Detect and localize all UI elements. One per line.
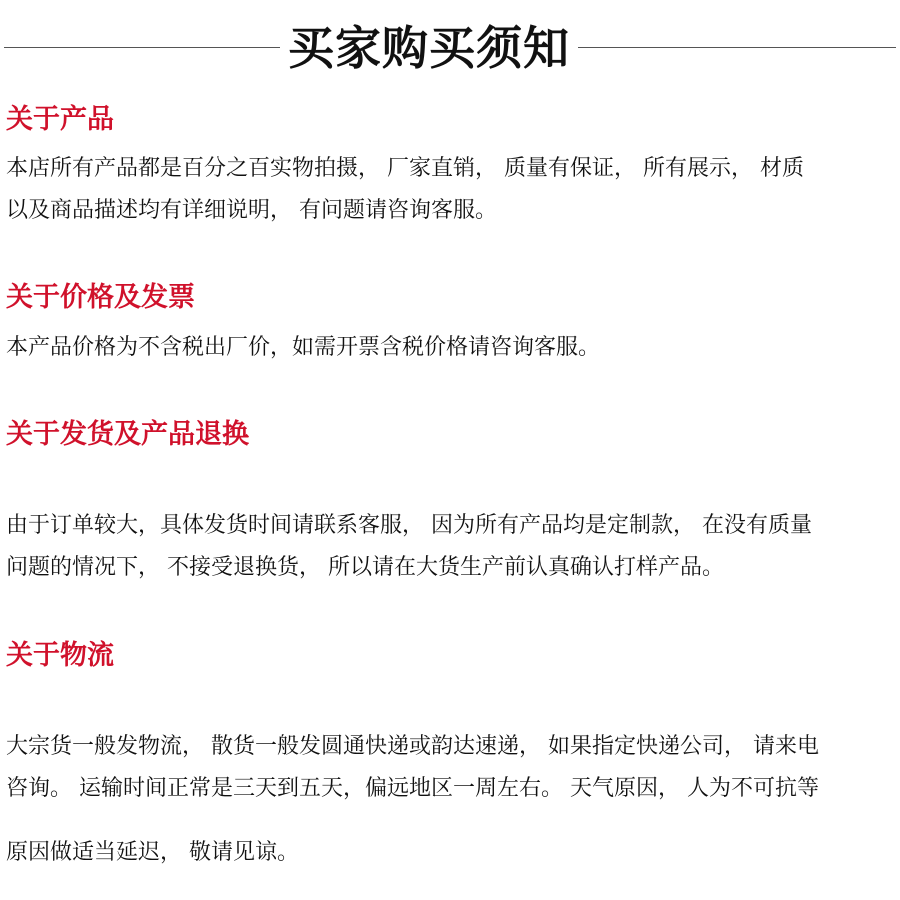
body-line: 大宗货一般发物流， 散货一般发圆通快递或韵达速递， 如果指定快递公司， 请来电 <box>6 734 819 759</box>
body-line: 本产品价格为不含税出厂价，如需开票含税价格请咨询客服。 <box>6 335 601 360</box>
title-rule-right <box>578 47 896 48</box>
section-body-price-invoice <box>6 327 894 369</box>
section-body-logistics <box>6 726 894 874</box>
title-rule-left <box>4 47 280 48</box>
body-line: 本店所有产品都是百分之百实物拍摄， 厂家直销， 质量有保证， 所有展示， 材质 <box>6 156 804 181</box>
title-row <box>0 16 900 80</box>
body-line: 原因做适当延迟， 敬请见谅。 <box>6 840 299 865</box>
body-line: 由于订单较大，具体发货时间请联系客服， 因为所有产品均是定制款， 在没有质量 <box>6 513 812 538</box>
section-body-product <box>6 148 894 232</box>
section-heading-product: 关于产品 <box>6 104 114 135</box>
section-heading-price-invoice: 关于价格及发票 <box>6 282 195 313</box>
body-line: 以及商品描述均有详细说明， 有问题请咨询客服。 <box>6 198 497 223</box>
section-body-shipping-returns <box>6 505 894 589</box>
body-line: 问题的情况下， 不接受退换货， 所以请在大货生产前认真确认打样产品。 <box>6 555 724 580</box>
page-title: 买家购买须知 <box>288 21 570 75</box>
body-line: 咨询。 运输时间正常是三天到五天，偏远地区一周左右。 天气原因， 人为不可抗等 <box>6 776 819 801</box>
section-heading-shipping-returns: 关于发货及产品退换 <box>6 419 249 450</box>
section-heading-logistics: 关于物流 <box>6 640 114 671</box>
